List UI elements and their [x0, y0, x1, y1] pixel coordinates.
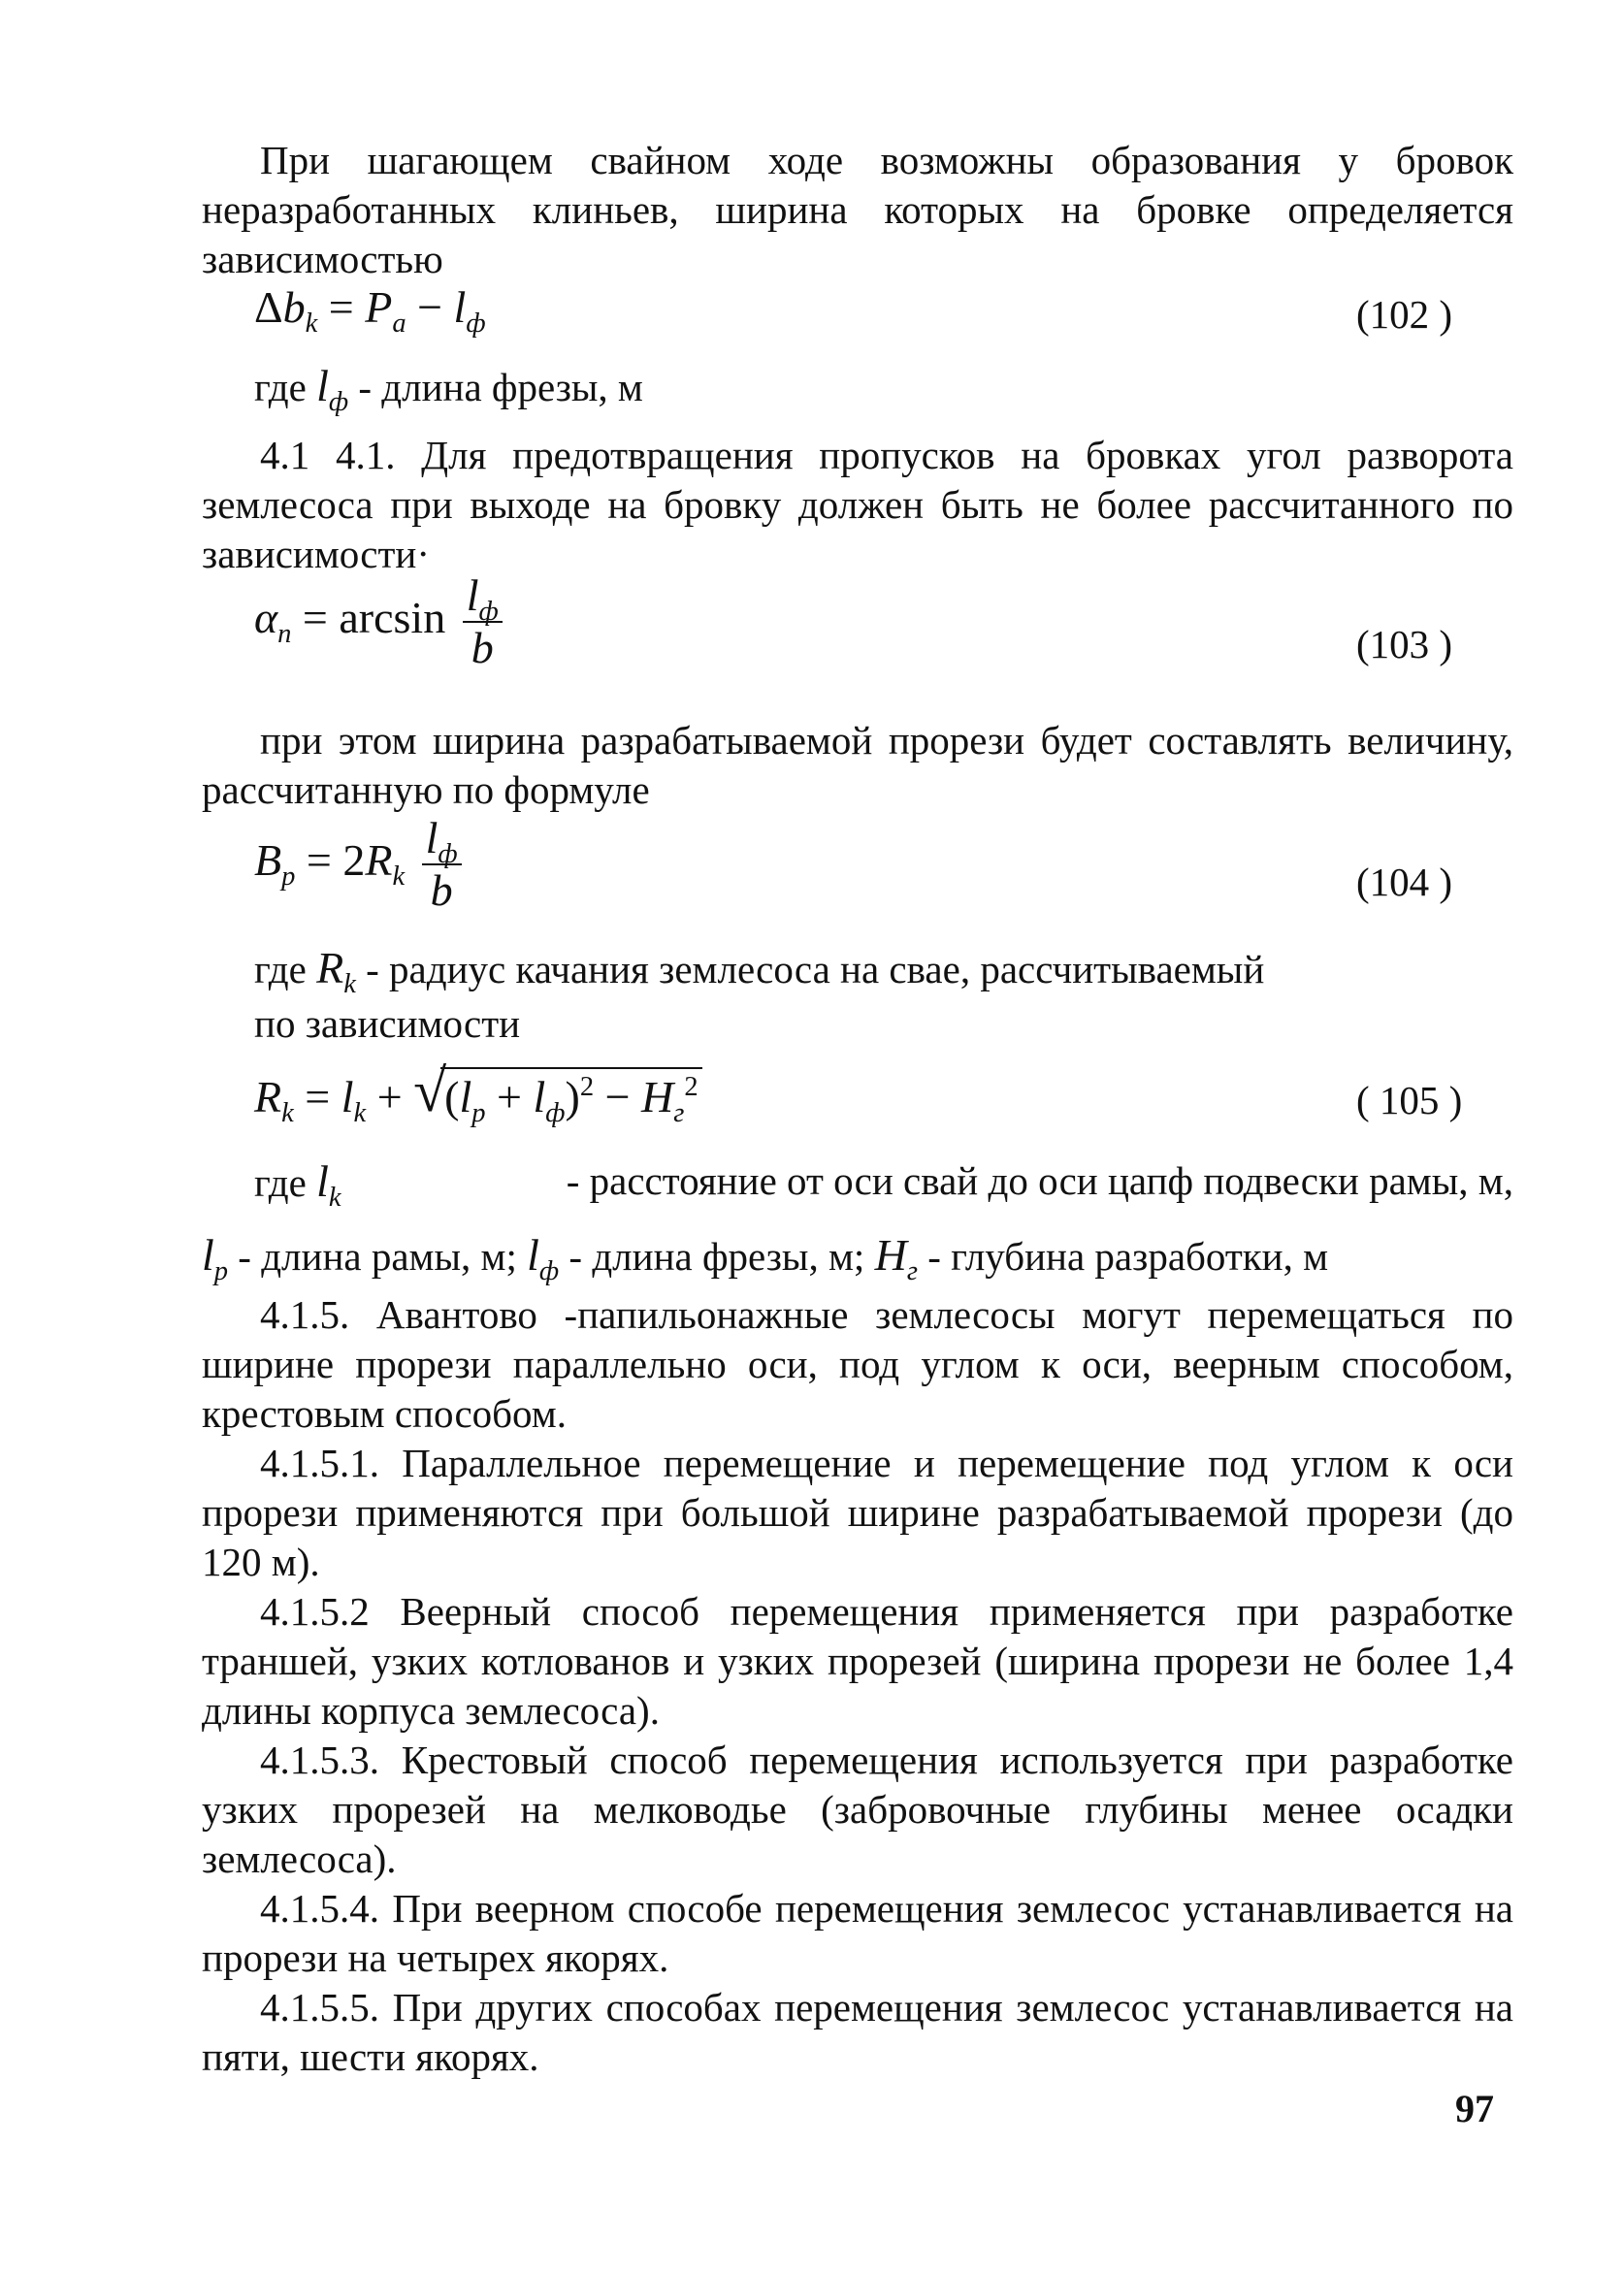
paragraph-4-1-5-5: 4.1.5.5. При других способах перемещения землесос устанавливается на пяти, шести якорях. — [202, 1985, 1513, 2079]
hg-description: - глубина разработки, м — [927, 1234, 1329, 1279]
lf-description-2: - длина фрезы, м; — [568, 1234, 865, 1279]
paragraph-after-103: при этом ширина разрабатываемой прорези будет составлять величину, рассчитанную по формуле — [202, 718, 1513, 812]
formula-102: $\Delta b_k = P_a - l_ф$ — [254, 282, 486, 339]
formula-105: $R_k = l_k$ + √ $(l_p + l_ф)^2 - H_г^2$ — [254, 1067, 702, 1174]
square-root: √ $(l_p + l_ф)^2 - H_г^2$ — [413, 1067, 702, 1122]
definition-lk: где $l_k$ - расстояние от оси свай до оси цапф подвески рамы, м, — [254, 1156, 1513, 1213]
coefficient-2: 2 — [342, 834, 366, 885]
paragraph-4-1-5-3: 4.1.5.3. Крестовый способ перемещения используется при разработке узких прорезей на мелководье (забровочные глубины менее осадки землесоса). — [202, 1738, 1513, 1881]
formula-number-104: (104 ) — [1356, 860, 1453, 904]
rk-description: - радиус качания землесоса на свае, рассчитываемый — [366, 947, 1265, 991]
paragraph-4-1-5-2: 4.1.5.2 Веерный способ перемещения применяется при разработке траншей, узких котлованов и узких прорезей (ширина прорези не более 1,4 длины корпуса землесоса). — [202, 1589, 1513, 1733]
lp-description: - длина рамы, м; — [238, 1234, 517, 1279]
definition-lf: где $l_ф$ - длина фрезы, м — [254, 361, 643, 417]
formula-103: $\alpha_n = \arcsin$ $\frac{l_ф}{b}$ — [254, 572, 503, 679]
formula-number-103: (103 ) — [1356, 622, 1453, 666]
lf-description: - длина фрезы, м — [358, 365, 643, 409]
formula-104: $B_p = 2R_k$ $\frac{l_ф}{b}$ — [254, 815, 462, 922]
formula-number-102: (102 ) — [1356, 292, 1453, 337]
paragraph-4-1-4-1: 4.1 4.1. Для предотвращения пропусков на бровках угол разворота землесоса при выходе на бровку должен быть не более рассчитанного по зависимости· — [202, 433, 1513, 576]
paragraph-4-1-5: 4.1.5. Авантово -папильонажные землесосы могут перемещаться по ширине прорези параллельно оси, под углом к оси, веерным способом, крестовым способом. — [202, 1292, 1513, 1436]
page-number: 97 — [1455, 2087, 1494, 2130]
paragraph-4-1-5-4: 4.1.5.4. При веерном способе перемещения землесос устанавливается на прорези на четырех якорях. — [202, 1886, 1513, 1980]
where-label: где — [254, 365, 307, 409]
paragraph-4-1-5-1: 4.1.5.1. Параллельное перемещение и перемещение под углом к оси прорези применяются при большой ширине разрабатываемой прорези (до 120 м). — [202, 1441, 1513, 1584]
fraction-lf-over-b-2: $\frac{l_ф}{b}$ — [422, 815, 462, 915]
arcsin-function: arcsin — [339, 592, 446, 642]
definition-rk: где $R_k$ - радиус качания землесоса на свае, рассчитываемый — [254, 943, 1265, 999]
lk-description: - расстояние от оси свай до оси цапф подвески рамы, м, — [566, 1158, 1513, 1203]
formula-number-105: ( 105 ) — [1356, 1078, 1463, 1122]
definition-lp-lf-hg: $l_p$ - длина рамы, м; $l_ф$ - длина фрезы, м; $H_г$ - глубина разработки, м — [202, 1230, 1329, 1286]
fraction-lf-over-b: $\frac{l_ф}{b}$ — [463, 572, 503, 672]
definition-rk-cont: по зависимости — [254, 1001, 521, 1046]
paragraph-intro: При шагающем свайном ходе возможны образования у бровок неразработанных клиньев, ширина которых на бровке определяется зависимостью — [202, 138, 1513, 281]
